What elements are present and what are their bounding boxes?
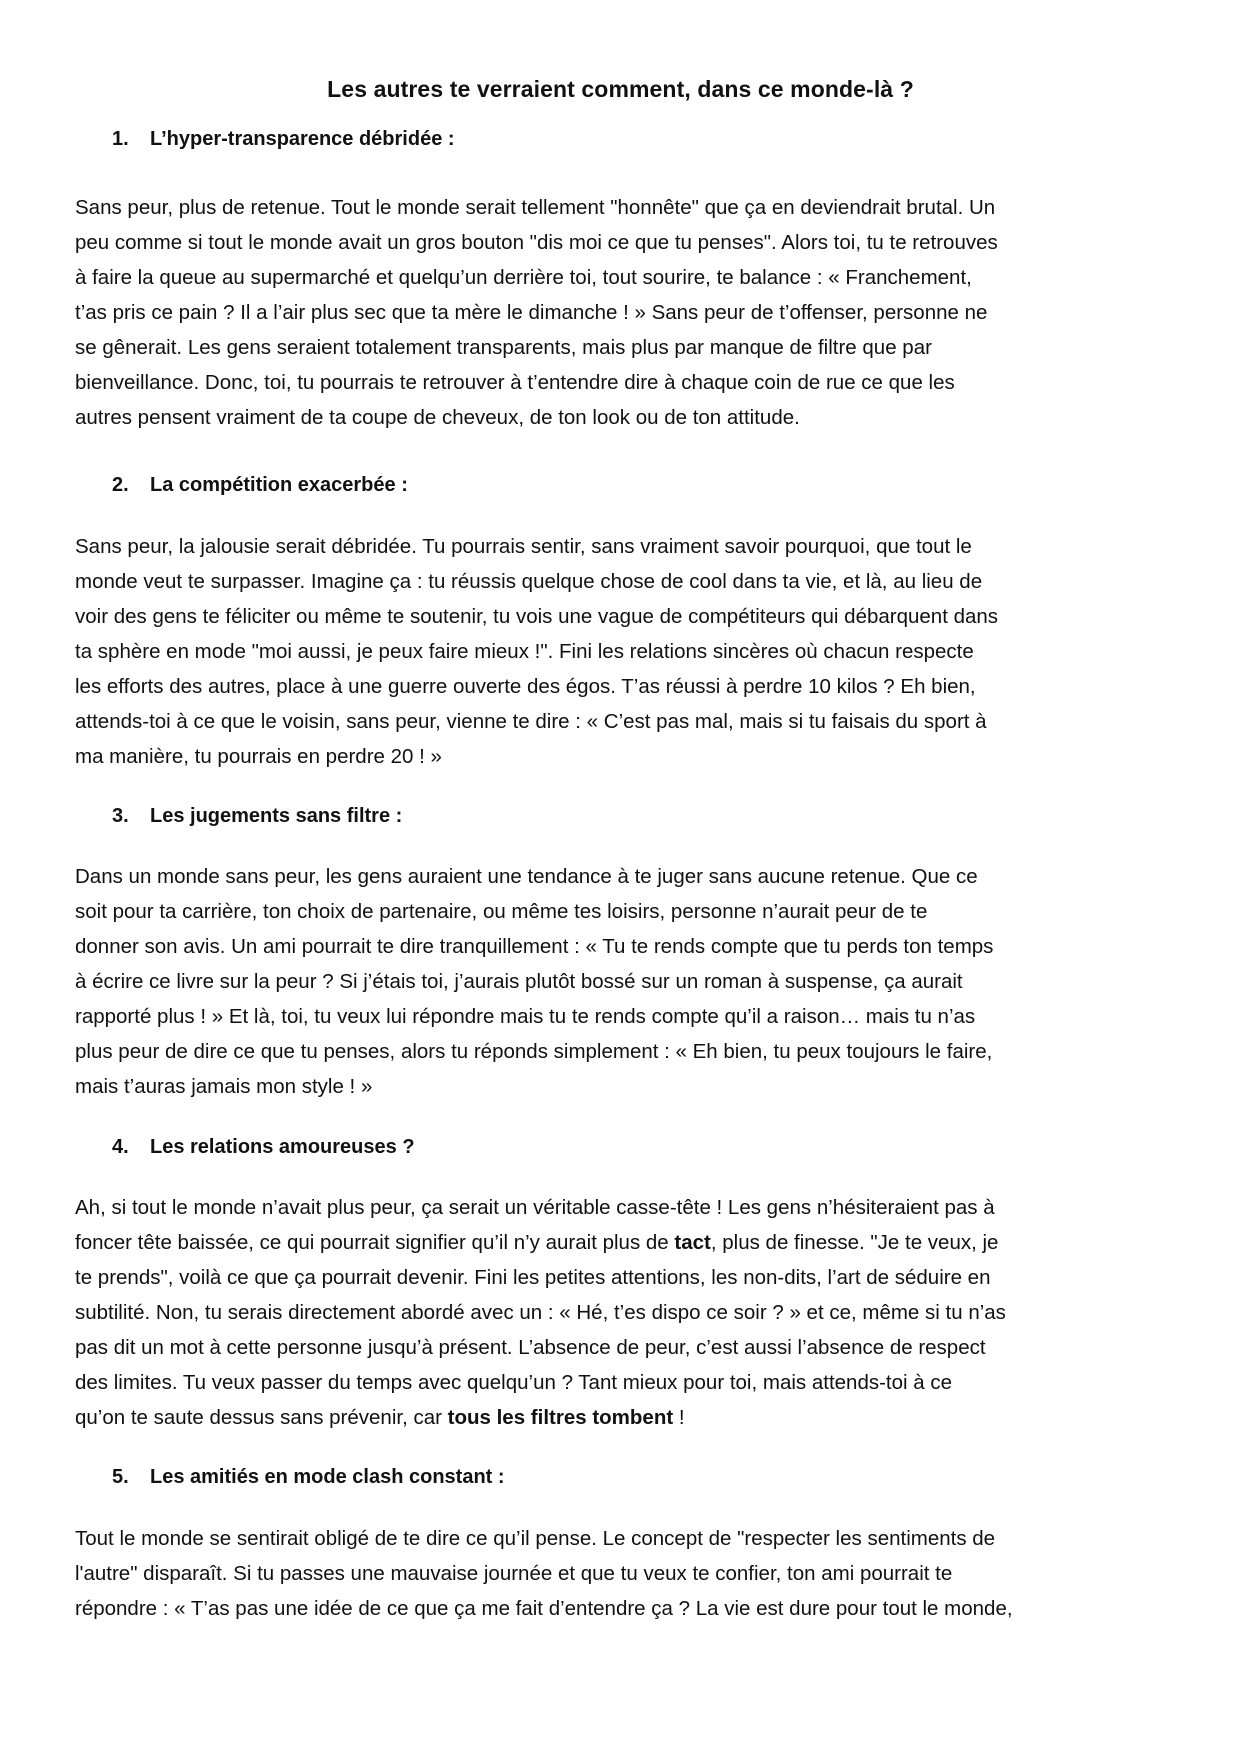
text-run: foncer tête baissée, ce qui pourrait signifier qu’il n’y aurait plus de — [75, 1231, 675, 1254]
paragraph-line: Sans peur, plus de retenue. Tout le monde serait tellement "honnête" que ça en deviendrait brutal. Un — [75, 196, 996, 219]
paragraph-line: à écrire ce livre sur la peur ? Si j’étais toi, j’aurais plutôt bossé sur un roman à suspense, ça aurait — [75, 970, 963, 993]
paragraph-line: t’as pris ce pain ? Il a l’air plus sec que ta mère le dimanche ! » Sans peur de t’offenser, personne ne — [75, 301, 988, 324]
paragraph-line — [75, 1406, 685, 1430]
paragraph-line: l'autre" disparaît. Si tu passes une mauvaise journée et que tu veux te confier, ton ami pourrait te — [75, 1562, 953, 1585]
text-run: ! — [673, 1406, 685, 1429]
paragraph-line: peu comme si tout le monde avait un gros bouton "dis moi ce que tu penses". Alors toi, tu te retrouves — [75, 231, 998, 254]
paragraph-line: soit pour ta carrière, ton choix de partenaire, ou même tes loisirs, personne n’aurait peur de te — [75, 900, 928, 923]
paragraph-line: les efforts des autres, place à une guerre ouverte des égos. T’as réussi à perdre 10 kilos ? Eh bien, — [75, 675, 976, 698]
text-run: qu’on te saute dessus sans prévenir, car — [75, 1406, 448, 1429]
paragraph-line: donner son avis. Un ami pourrait te dire tranquillement : « Tu te rends compte que tu perds ton temps — [75, 935, 994, 958]
section-number: 5. — [112, 1466, 129, 1488]
section-heading-1 — [112, 128, 455, 151]
paragraph-line: plus peur de dire ce que tu penses, alors tu réponds simplement : « Eh bien, tu peux toujours le faire, — [75, 1040, 993, 1063]
paragraph-line: monde veut te surpasser. Imagine ça : tu réussis quelque chose de cool dans ta vie, et là, au lieu de — [75, 570, 983, 593]
paragraph-line: ta sphère en mode "moi aussi, je peux faire mieux !". Fini les relations sincères où chacun respecte — [75, 640, 974, 663]
section-title: Les amitiés en mode clash constant : — [150, 1466, 505, 1488]
paragraph-line: Tout le monde se sentirait obligé de te dire ce qu’il pense. Le concept de "respecter les sentiments de — [75, 1527, 996, 1550]
section-title: Les relations amoureuses ? — [150, 1136, 415, 1158]
page-title: Les autres te verraient comment, dans ce monde-là ? — [327, 76, 914, 102]
bold-emphasis: tous les filtres tombent — [447, 1406, 674, 1429]
paragraph-line: des limites. Tu veux passer du temps avec quelqu’un ? Tant mieux pour toi, mais attends-toi à ce — [75, 1371, 953, 1394]
section-number: 1. — [112, 128, 129, 150]
section-title: La compétition exacerbée : — [150, 474, 408, 496]
paragraph-line: répondre : « T’as pas une idée de ce que ça me fait d’entendre ça ? La vie est dure pour tout le monde, — [75, 1597, 1013, 1620]
section-number: 4. — [112, 1136, 129, 1158]
section-heading-3 — [112, 805, 402, 828]
paragraph-line: bienveillance. Donc, toi, tu pourrais te retrouver à t’entendre dire à chaque coin de rue ce que les — [75, 371, 955, 394]
paragraph-line: autres pensent vraiment de ta coupe de cheveux, de ton look ou de ton attitude. — [75, 406, 800, 429]
paragraph-line: rapporté plus ! » Et là, toi, tu veux lui répondre mais tu te rends compte qu’il a raison… mais tu n’as — [75, 1005, 976, 1028]
section-title: Les jugements sans filtre : — [150, 805, 403, 827]
paragraph-line: mais t’auras jamais mon style ! » — [75, 1075, 373, 1098]
paragraph-line — [75, 1231, 998, 1255]
paragraph-line: voir des gens te féliciter ou même te soutenir, tu vois une vague de compétiteurs qui débarquent dans — [75, 605, 999, 628]
section-number: 2. — [112, 474, 129, 496]
paragraph-line: te prends", voilà ce que ça pourrait devenir. Fini les petites attentions, les non-dits, l’art de séduire en — [75, 1266, 991, 1289]
section-heading-5 — [112, 1466, 505, 1489]
paragraph-line: à faire la queue au supermarché et quelqu’un derrière toi, tout sourire, te balance : « Franchement, — [75, 266, 972, 289]
paragraph-line: subtilité. Non, tu serais directement abordé avec un : « Hé, t’es dispo ce soir ? » et ce, même si tu n’as — [75, 1301, 1006, 1324]
section-title: L’hyper-transparence débridée : — [150, 128, 455, 150]
paragraph-line: Dans un monde sans peur, les gens auraient une tendance à te juger sans aucune retenue. Que ce — [75, 865, 978, 888]
section-number: 3. — [112, 805, 129, 827]
section-heading-4 — [112, 1136, 415, 1159]
paragraph-line: pas dit un mot à cette personne jusqu’à présent. L’absence de peur, c’est aussi l’absence de respect — [75, 1336, 986, 1359]
paragraph-line: ma manière, tu pourrais en perdre 20 ! » — [75, 745, 442, 768]
text-run: , plus de finesse. "Je te veux, je — [710, 1231, 999, 1254]
section-heading-2 — [112, 474, 408, 497]
paragraph-line: attends-toi à ce que le voisin, sans peur, vienne te dire : « C’est pas mal, mais si tu faisais du sport à — [75, 710, 987, 733]
paragraph-line: se gênerait. Les gens seraient totalement transparents, mais plus par manque de filtre que par — [75, 336, 932, 359]
bold-emphasis: tact — [674, 1231, 711, 1254]
paragraph-line: Sans peur, la jalousie serait débridée. Tu pourrais sentir, sans vraiment savoir pourquoi, que tout le — [75, 535, 972, 558]
paragraph-line: Ah, si tout le monde n’avait plus peur, ça serait un véritable casse-tête ! Les gens n’hésiteraient pas à — [75, 1196, 995, 1219]
